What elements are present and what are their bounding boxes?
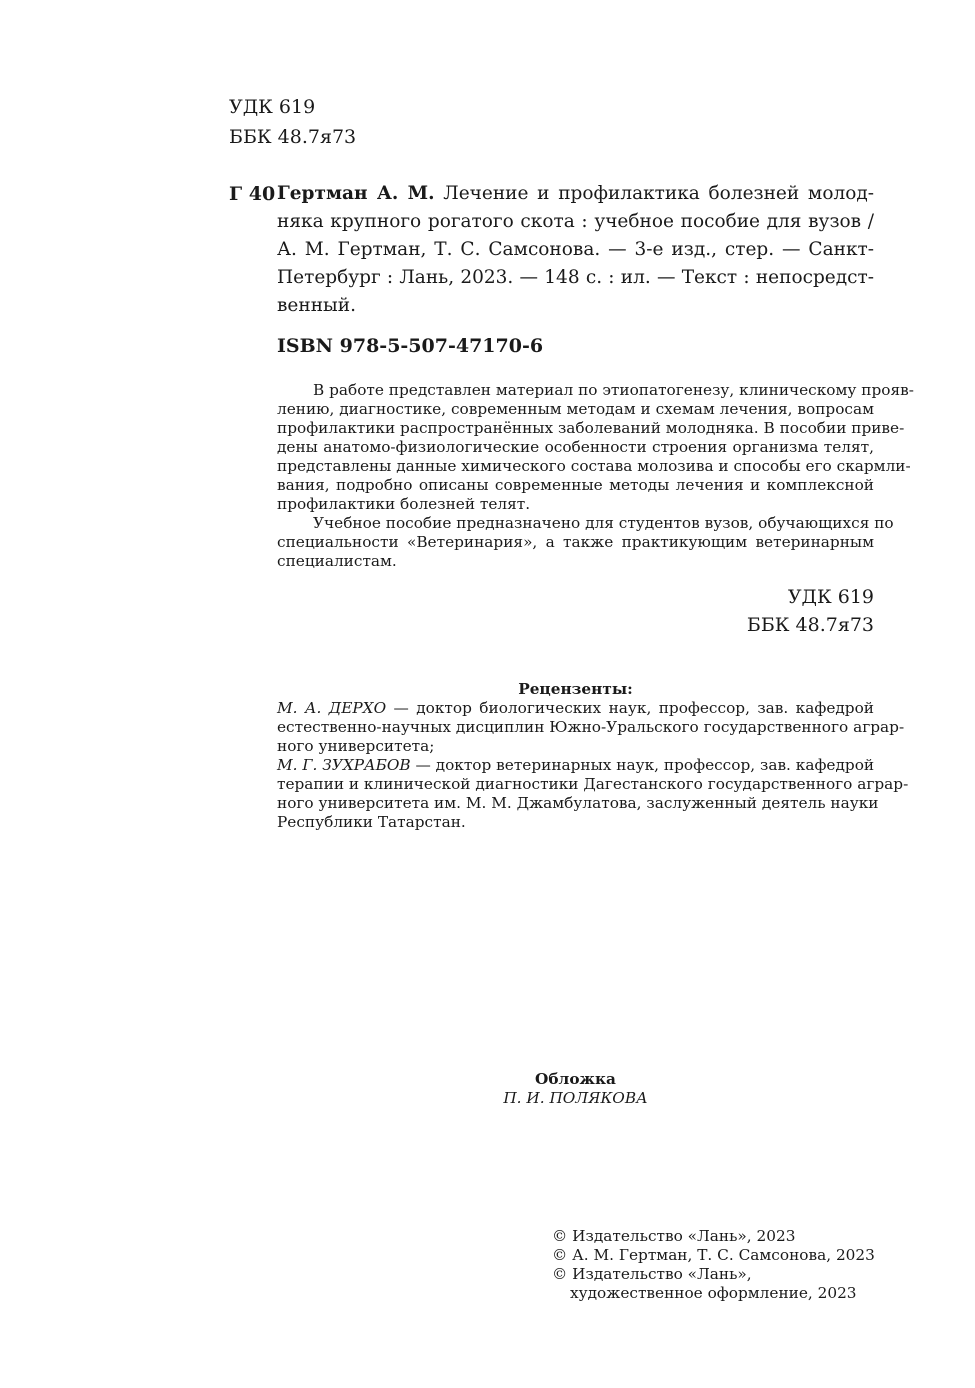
udk-code: УДК 619 [229, 96, 316, 118]
bibliographic-line [277, 180, 874, 208]
bibliographic-line: венный. [277, 295, 356, 316]
bbk-code: ББК 48.7я73 [746, 614, 874, 636]
cover-designer: П. И. ПОЛЯКОВА [503, 1089, 648, 1107]
copyright-line: © Издательство «Лань», [552, 1265, 752, 1283]
reviewers-title: Рецензенты: [518, 680, 633, 698]
cover-title: Обложка [535, 1070, 616, 1088]
annotation-line: В работе представлен материал по этиопатогенезу, клиническому прояв- [313, 381, 914, 399]
classification-codes-top [229, 92, 356, 152]
classification-codes-bottom [747, 583, 874, 639]
copyright-line: художественное оформление, 2023 [570, 1284, 857, 1302]
reviewer-name: М. Г. ЗУХРАБОВ [277, 756, 411, 774]
reviewer-line: ного университета им. М. М. Джамбулатова, заслуженный деятель науки [277, 794, 879, 812]
annotation-line: профилактики болезней телят. [277, 495, 531, 513]
cover-credit [277, 1070, 874, 1108]
bibliographic-line: Петербург : Лань, 2023. — 148 с. : ил. — Текст : непосредст- [277, 267, 874, 288]
copyright-line: © А. М. Гертман, Т. С. Самсонова, 2023 [552, 1246, 875, 1264]
annotation [277, 381, 914, 571]
annotation-line: профилактики распространённых заболеваний молодняка. В пособии приве- [277, 419, 905, 437]
bibliographic-line: А. М. Гертман, Т. С. Самсонова. — 3-е изд., стер. — Санкт- [277, 239, 874, 260]
annotation-line: лению, диагностике, современным методам и схемам лечения, вопросам [277, 400, 874, 418]
reviewer-line: Республики Татарстан. [277, 813, 466, 831]
copyright-block [552, 1227, 875, 1303]
annotation-line: дены анатомо-физиологические особенности строения организма телят, [277, 438, 874, 456]
annotation-line: специалистам. [277, 552, 397, 570]
reviewer-line: естественно-научных дисциплин Южно-Уральского государственного аграр- [277, 718, 905, 736]
annotation-line: Учебное пособие предназначено для студентов вузов, обучающихся по [313, 514, 894, 532]
annotation-line: специальности «Ветеринария», а также практикующим ветеринарным [277, 533, 874, 551]
reviewer-line [277, 756, 874, 775]
isbn: ISBN 978-5-507-47170-6 [277, 335, 544, 357]
bbk-code: ББК 48.7я73 [229, 126, 357, 148]
annotation-line: представлены данные химического состава молозива и способы его скармли- [277, 457, 911, 475]
udk-code: УДК 619 [787, 586, 874, 608]
annotation-line: вания, подробно описаны современные методы лечения и комплексной [277, 476, 874, 494]
reviewer-line: ного университета; [277, 737, 435, 755]
author-name: Гертман А. М. [277, 183, 435, 204]
reviewer-text: — доктор ветеринарных наук, профессор, зав. кафедрой [410, 756, 875, 774]
reviewer-line [277, 699, 874, 718]
author-sign: Г 40 [229, 183, 276, 205]
bibliographic-entry [277, 180, 874, 320]
bibliographic-line: няка крупного рогатого скота : учебное пособие для вузов / [277, 211, 874, 232]
reviewer-line: терапии и клинической диагностики Дагестанского государственного аграр- [277, 775, 909, 793]
reviewer-text: — доктор биологических наук, профессор, зав. кафедрой [386, 699, 875, 717]
reviewers-list [277, 699, 909, 832]
copyright-line: © Издательство «Лань», 2023 [552, 1227, 796, 1245]
title-text: Лечение и профилактика болезней молод- [434, 183, 874, 204]
reviewer-name: М. А. ДЕРХО [277, 699, 387, 717]
